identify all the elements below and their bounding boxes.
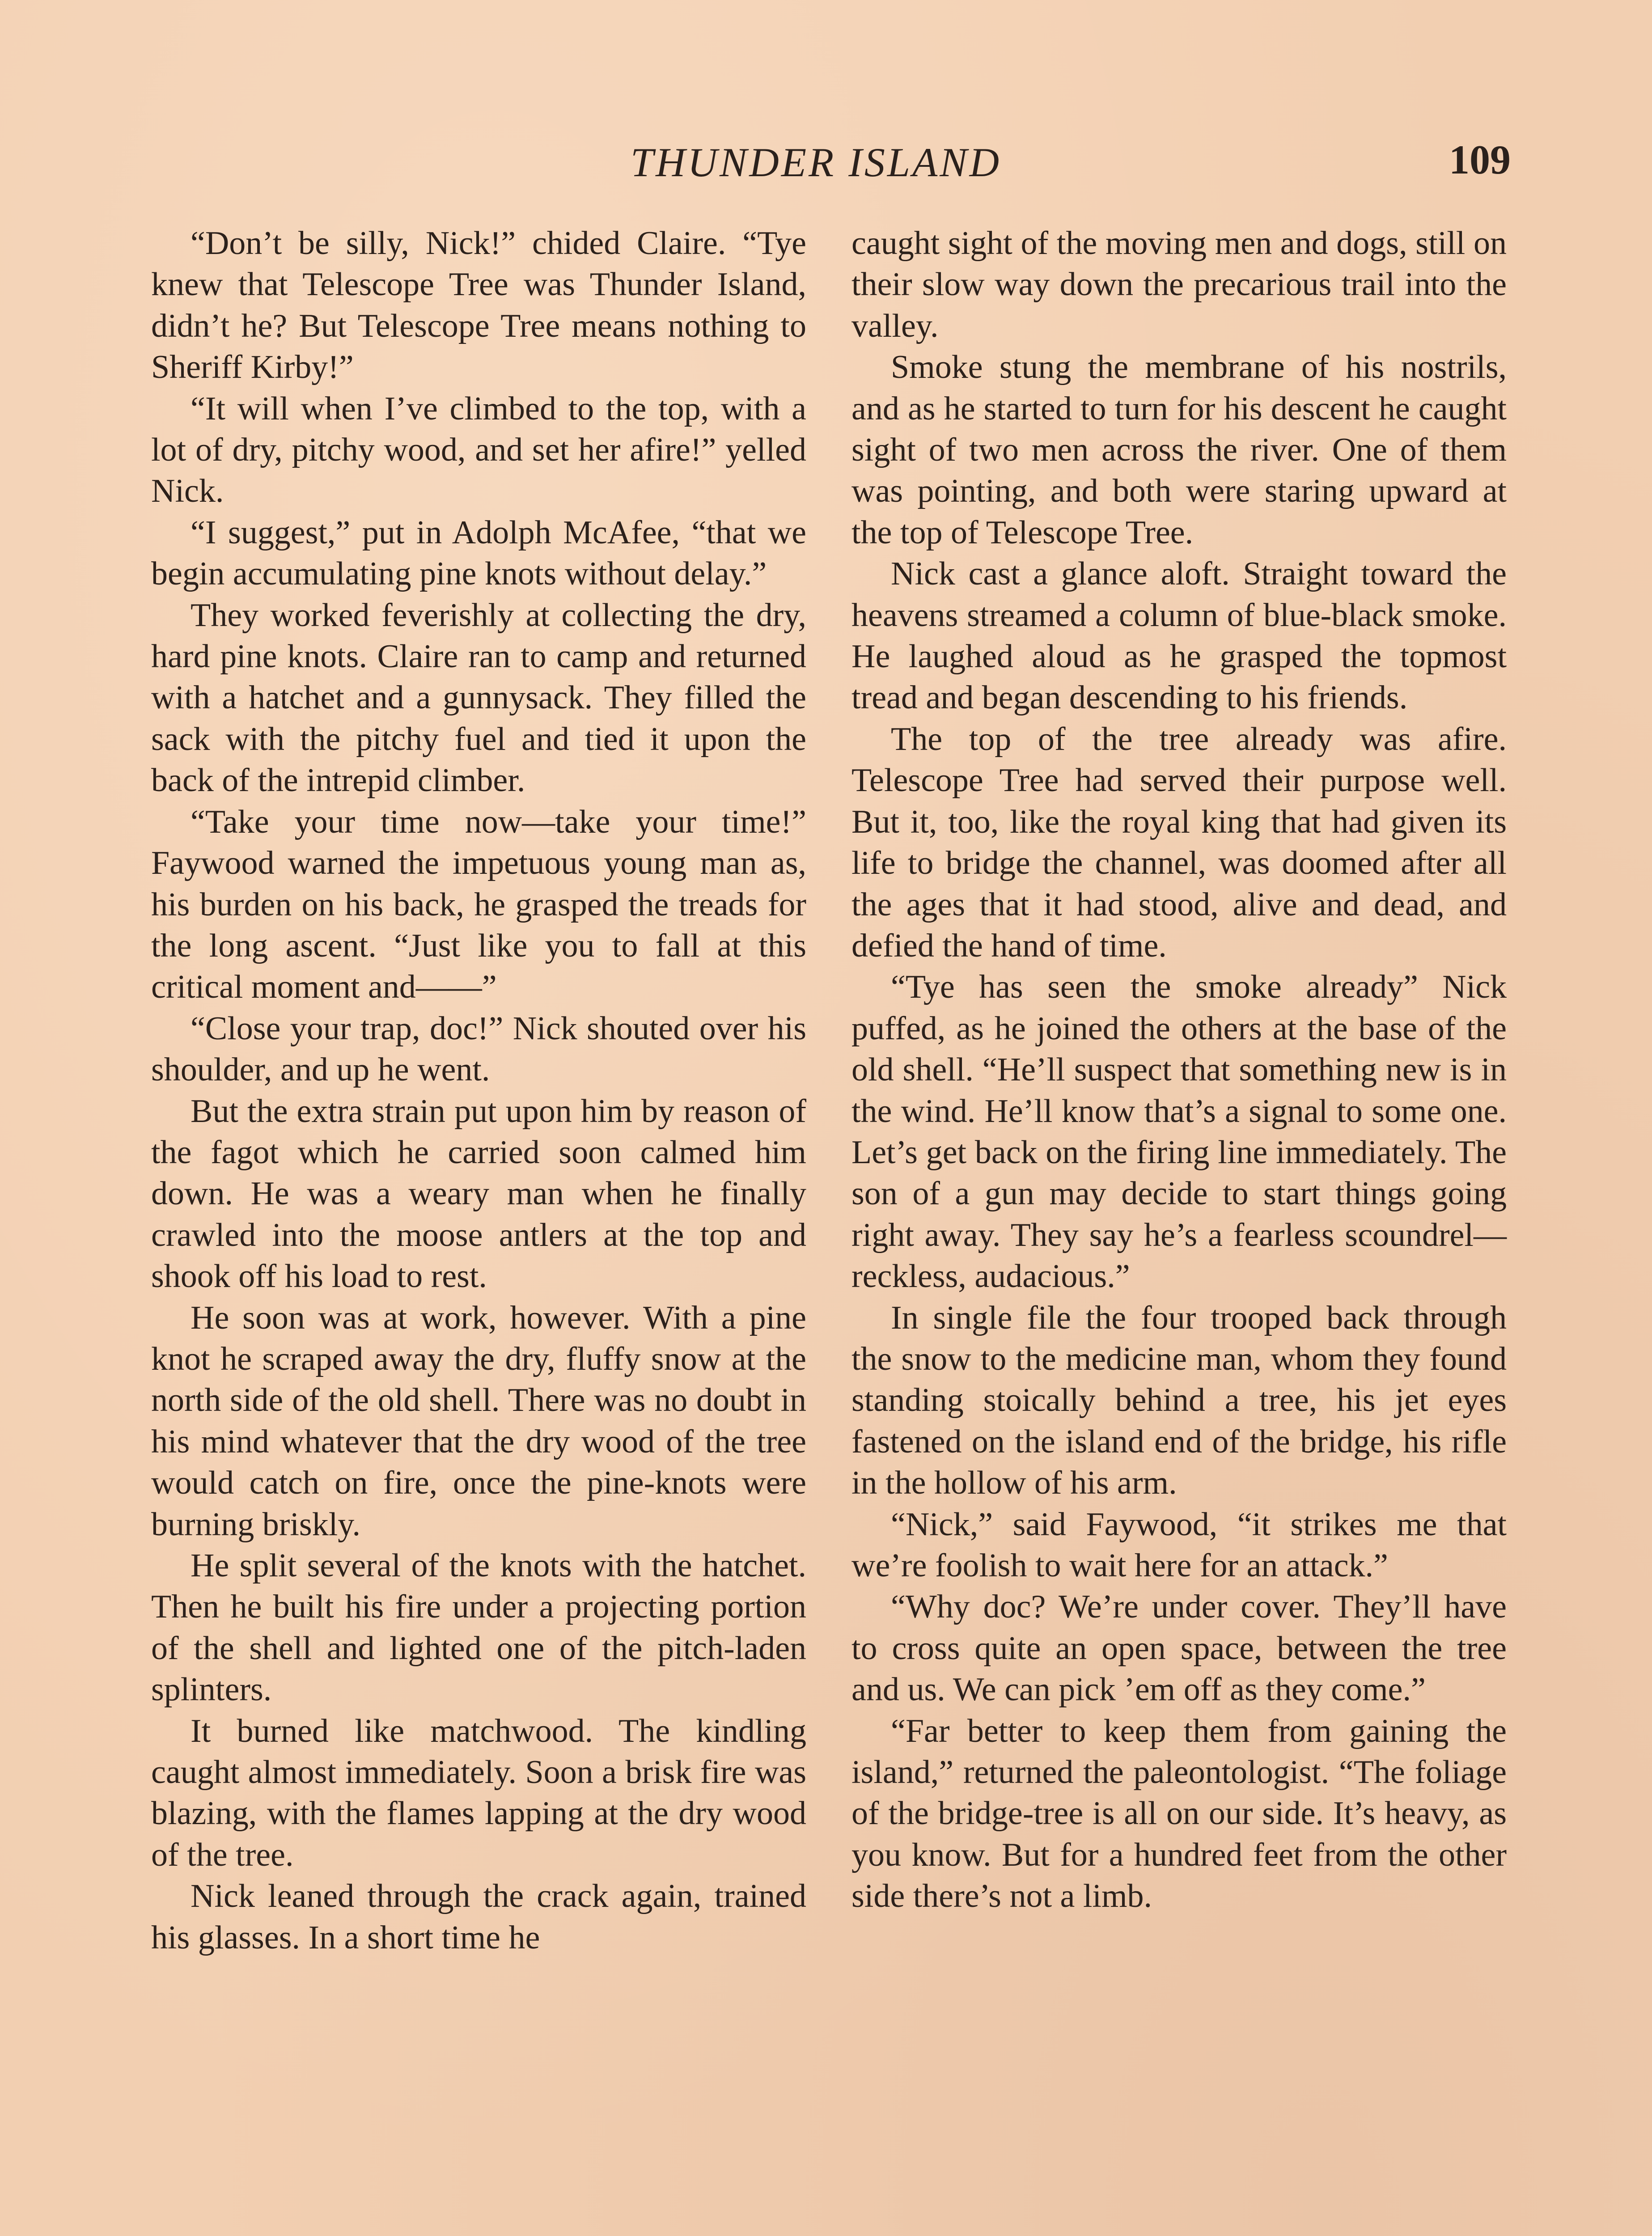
paragraph: But the extra strain put upon him by reason of the fagot which he carried soon calmed him down. He was a weary man when he finally crawled into the moose antlers at the top and shook off his load to rest. <box>151 1093 806 1295</box>
right-text-column <box>851 223 1507 1917</box>
left-text-column <box>151 223 806 1958</box>
paragraph: “Nick,” said Faywood, “it strikes me that we’re foolish to wait here for an attack.” <box>851 1506 1507 1584</box>
paragraph: Nick cast a glance aloft. Straight toward the heavens streamed a column of blue-black smoke. He laughed aloud as he grasped the topmost tread and began descending to his friends. <box>851 555 1507 716</box>
paragraph: It burned like matchwood. The kindling caught almost immediately. Soon a brisk fire was blazing, with the flames lapping at the dry wood of the tree. <box>151 1712 806 1873</box>
paragraph: “Far better to keep them from gaining the island,” returned the paleontologist. “The foliage of the bridge-tree is all on our side. It’s heavy, as you know. But for a hundred feet from the other side there’s not a limb. <box>851 1712 1507 1915</box>
paragraph: “I suggest,” put in Adolph McAfee, “that we begin accumulating pine knots without delay.” <box>151 514 806 593</box>
paragraph: Nick leaned through the crack again, trained his glasses. In a short time he <box>151 1878 806 1956</box>
paragraph: “Tye has seen the smoke already” Nick puffed, as he joined the others at the base of the old shell. “He’ll suspect that something new is in the wind. He’ll know that’s a signal to some one. Let’s get back on the firing line immediately. The son of a gun may decide to start things going right away. They say he’s a fearless scoundrel—reckless, audacious.” <box>851 969 1507 1295</box>
running-title: THUNDER ISLAND <box>631 140 1002 185</box>
paragraph: In single file the four trooped back through the snow to the medicine man, whom they found standing stoically behind a tree, his jet eyes fastened on the island end of the bridge, his rifle in the hollow of his arm. <box>851 1299 1507 1502</box>
paragraph: “It will when I’ve climbed to the top, with a lot of dry, pitchy wood, and set her afire!” yelled Nick. <box>151 390 806 510</box>
paragraph: The top of the tree already was afire. Telescope Tree had served their purpose well. But it, too, like the royal king that had given its life to bridge the channel, was doomed after all the ages that it had stood, alive and dead, and defied the hand of time. <box>851 720 1507 964</box>
paragraph: “Take your time now—take your time!” Faywood warned the impetuous young man as, his burden on his back, he grasped the treads for the long ascent. “Just like you to fall at this critical moment and——” <box>151 803 806 1006</box>
paragraph: He soon was at work, however. With a pine knot he scraped away the dry, fluffy snow at the north side of the old shell. There was no doubt in his mind whatever that the dry wood of the tree would catch on fire, once the pine-knots were burning briskly. <box>151 1299 806 1543</box>
paragraph: “Don’t be silly, Nick!” chided Claire. “Tye knew that Telescope Tree was Thunder Island, didn’t he? But Telescope Tree means nothing to Sheriff Kirby!” <box>151 225 806 386</box>
paragraph: “Why doc? We’re under cover. They’ll have to cross quite an open space, between the tree and us. We can pick ’em off as they come.” <box>851 1588 1507 1708</box>
paragraph: caught sight of the moving men and dogs, still on their slow way down the precarious trail into the valley. <box>851 225 1507 344</box>
running-head <box>0 134 1652 197</box>
paragraph: They worked feverishly at collecting the dry, hard pine knots. Claire ran to camp and returned with a hatchet and a gunnysack. They filled the sack with the pitchy fuel and tied it upon the back of the intrepid climber. <box>151 597 806 799</box>
paragraph: “Close your trap, doc!” Nick shouted over his shoulder, and up he went. <box>151 1010 806 1088</box>
paragraph: He split several of the knots with the hatchet. Then he built his fire under a projecting portion of the shell and lighted one of the pitch-laden splinters. <box>151 1547 806 1708</box>
paragraph: Smoke stung the membrane of his nostrils, and as he started to turn for his descent he caught sight of two men across the river. One of them was pointing, and both were staring upward at the top of Telescope Tree. <box>851 349 1507 551</box>
page-number: 109 <box>1449 137 1511 182</box>
